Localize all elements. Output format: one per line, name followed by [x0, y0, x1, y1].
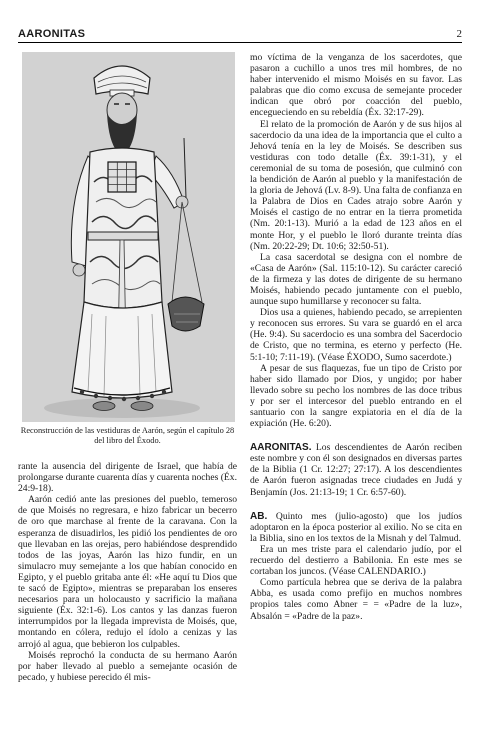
entry-ab-paragraph-3: Como partícula hebrea que se deriva de la palabra Abba, es usada como prefijo en muchos nombres propios tales como Abner = = «Padre de la luz», Absalón = «Padre de la paz». [250, 577, 462, 622]
right-paragraph-5: A pesar de sus flaquezas, fue un tipo de Cristo por haber sido llamado por Dios, y ungido; por haber llevado sobre su pecho los nombres de las doce tribus y por ser el intercesor del pueblo entrando en el santuario con la sangre expiatoria en el día de la expiación (He. 6:20). [250, 362, 462, 430]
left-column [18, 461, 237, 683]
right-paragraph-3: La casa sacerdotal se designa con el nombre de «Casa de Aarón» (Sal. 115:10-12). Su carácter careció de la firmeza y las dotes de dirigente de su hermano Moisés, habiendo pecado juntamente con el pueblo, aunque supo humillarse y reconocer su falta. [250, 251, 462, 308]
dictionary-entry-ab [250, 511, 462, 544]
left-paragraph-2: Aarón cedió ante las presiones del pueblo, temeroso de que Moisés no regresara, e hizo fabricar un becerro de oro que marchase al frente de la caravana. Con la esperanza de disuadirlos, les pidió los pendientes de oro que llevaban en las orejas, pero habiéndose desprendido todos de las joyas, Aarón las hizo fundir, en un simulacro muy semejante a los que habían conocido en Egipto, y el pueblo gritaba ante él: «He aquí tu Dios que te sacó de Egipto», mientras se preparaban los enseres necesarios para un holocausto y sacrificio la mañana siguiente (Éx. 32:1-6). Los cantos y las danzas fueron interrumpidos por la llegada imprevista de Moisés, que, montando en cólera, redujo el ídolo a cenizas y las arrojó al agua, que bebieron los culpables. [18, 494, 237, 650]
page-number: 2 [456, 28, 462, 40]
left-paragraph-3: Moisés reprochó la conducta de su hermano Aarón por haber llevado al pueblo a semejante ocasión de pecado, y hubiese perecido él mis- [18, 649, 237, 683]
right-paragraph-1: mo víctima de la venganza de los sacerdotes, que pasaron a cuchillo a unos tres mil hombres, de no haber intervenido el mismo Moisés en su favor. Las palabras que dio como excusa de semejante proceder indican que obró por coacción del pueblo, encegueciendo en su rebeldía (Éx. 32:17-29). [250, 52, 462, 119]
entry-text: Los descendientes de Aarón reciben este nombre y con él son designados en diversas partes de la Biblia (1 Cr. 12:27; 27:17). A los descendientes de Aarón fueron asignadas trece ciudades en Judá y Benjamín (Jos. 21:13-19; 1 Cr. 6:57-60). [250, 442, 462, 498]
high-priest-drawing [22, 52, 235, 422]
right-column [250, 52, 462, 622]
aaron-vestments-illustration [22, 52, 235, 422]
right-paragraph-2: El relato de la promoción de Aarón y de sus hijos al sacerdocio da una idea de la importancia que el culto a Jehová tenía en la ley de Moisés. Se describen sus vestiduras con todo detalle (Éx. 39:1-31), y el ceremonial de su toma de posesión, que culminó con la bendición de Aarón al pueblo y la manifestación de la gloria de Jehová (Lv. 8-9). Una falta de confianza en la Palabra de Dios en Cades atrajo sobre Aarón y Moisés el castigo de no entrar en la tierra prometida (Nm. 20:1-13). Murió a la edad de 123 años en el monte Hor, y el pueblo le lloró durante treinta días (Nm. 20:22-29; Dt. 10:6; 32:50-51). [250, 118, 462, 252]
right-paragraph-4: Dios usa a quienes, habiendo pecado, se arrepienten y reconocen sus errores. Su vara se guardó en el arca (He. 9:4). Su sacerdocio es una sombra del Sacerdocio de Cristo, que no termina, es eterno y perfecto (He. 5:1-10; 7:11-19). (Véase ÉXODO, Sumo sacerdote.) [250, 307, 462, 363]
entry-ab-paragraph-2: Era un mes triste para el calendario judío, por el recuerdo del destierro a Babilonia. En este mes se cortaban los juncos. (Véase CALENDARIO.) [250, 543, 462, 578]
entry-headword: AARONITAS. [250, 442, 312, 454]
figure-caption: Reconstrucción de las vestiduras de Aarón, según el capítulo 28 del libro del Éxodo. [20, 426, 235, 446]
entry-text: Quinto mes (julio-agosto) que los judíos adoptaron en la época posterior al exilio. No se cita en la Biblia, sino en los textos de la Misnah y del Talmud. [250, 510, 462, 544]
dictionary-entry-aaronitas [250, 442, 462, 497]
page-header [18, 26, 462, 43]
entry-headword: AB. [250, 510, 268, 522]
left-paragraph-1: rante la ausencia del dirigente de Israel, que había de prolongarse durante cuarenta días y cuarenta noches (Éx. 24:9-18). [18, 461, 237, 495]
running-head: AARONITAS [18, 28, 86, 40]
